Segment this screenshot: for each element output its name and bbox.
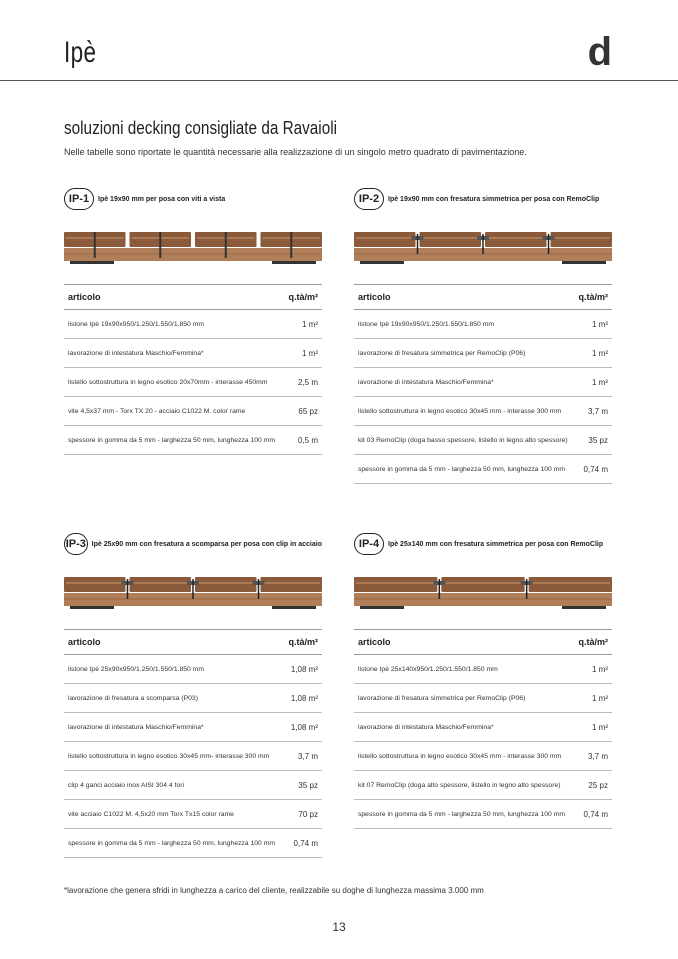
column-header-qta: q.tà/m² — [574, 285, 612, 310]
deck-board — [195, 577, 257, 592]
solution-description: Ipè 25x90 mm con fresatura a scomparsa per posa con clip in acciaio — [91, 540, 322, 548]
item-cell: spessore in gomma da 5 mm - larghezza 50 mm, lunghezza 100 mm — [354, 455, 574, 484]
item-cell: spessore in gomma da 5 mm - larghezza 50 mm, lunghezza 100 mm — [354, 800, 574, 829]
item-cell: listello sottostruttura in legno esotico 30x45 mm - interasse 300 mm — [354, 397, 574, 426]
table-row — [354, 771, 612, 800]
table-row — [64, 426, 322, 455]
illustration-wrapper — [64, 573, 322, 613]
table-row — [354, 655, 612, 684]
intro-text: Nelle tabelle sono riportate le quantità necessarie alla realizzazione di un singolo metro quadrato di pavimentazione. — [64, 147, 527, 157]
table-row — [354, 310, 612, 339]
table-header-row — [64, 630, 322, 655]
rubber-pad — [562, 261, 606, 264]
table-row — [354, 426, 612, 455]
rubber-pad — [562, 606, 606, 609]
quantity-cell: 1,08 m² — [284, 684, 322, 713]
quantity-cell: 0,5 m — [284, 426, 322, 455]
item-cell: lavorazione di intestatura Maschio/Femmina* — [354, 368, 574, 397]
deck-board — [64, 577, 126, 592]
illustration-wrapper — [354, 573, 612, 613]
item-cell: vite acciaio C1022 M. 4,5x20 mm Torx Tx15 color rame — [64, 800, 284, 829]
column-header-qta: q.tà/m² — [284, 630, 322, 655]
item-cell: lavorazione di fresatura a scomparsa (P03) — [64, 684, 284, 713]
table-header-row — [354, 630, 612, 655]
quantity-cell: 65 pz — [284, 397, 322, 426]
column-header-articolo: articolo — [354, 630, 574, 655]
decking-solution-ip-2 — [354, 186, 612, 484]
item-cell: listello sottostruttura in legno esotico 30x45 mm - interasse 300 mm — [354, 742, 574, 771]
rubber-pad — [70, 606, 114, 609]
column-header-articolo: articolo — [64, 630, 284, 655]
quantity-cell: 1,08 m² — [284, 655, 322, 684]
table-row — [354, 800, 612, 829]
item-cell: lavorazione di intestatura Maschio/Femmina* — [64, 339, 284, 368]
deck-board — [261, 577, 323, 592]
quantity-cell: 1 m² — [284, 310, 322, 339]
quantity-cell: 3,7 m — [574, 742, 612, 771]
quantity-cell: 1 m² — [284, 339, 322, 368]
illustration-wrapper — [64, 228, 322, 268]
solution-header — [354, 186, 612, 212]
deck-board — [441, 577, 524, 592]
deck-board — [420, 232, 482, 247]
table-row — [64, 829, 322, 858]
deck-board — [551, 232, 613, 247]
table-row — [64, 713, 322, 742]
quantity-cell: 3,7 m — [574, 397, 612, 426]
solution-description: Ipè 19x90 mm per posa con viti a vista — [98, 195, 226, 203]
solution-description: Ipè 19x90 mm con fresatura simmetrica per posa con RemoClip — [388, 195, 600, 203]
quantity-cell: 3,7 m — [284, 742, 322, 771]
table-row — [354, 368, 612, 397]
table-header-row — [354, 285, 612, 310]
deck-board — [354, 577, 437, 592]
solution-code-badge: IP-2 — [354, 188, 384, 210]
deck-board — [529, 577, 612, 592]
table-header-row — [64, 285, 322, 310]
deck-board — [130, 577, 192, 592]
table-row — [354, 339, 612, 368]
quantity-table — [354, 629, 612, 829]
section-subtitle: soluzioni decking consigliate da Ravaioli — [64, 118, 338, 138]
quantity-table — [64, 629, 322, 858]
item-cell: clip 4 ganci acciaio inox AISI 304 4 fori — [64, 771, 284, 800]
table-row — [354, 684, 612, 713]
table-row — [64, 742, 322, 771]
header-divider — [0, 80, 678, 81]
footnote: *lavorazione che genera sfridi in lunghezza a carico del cliente, realizzabile su doghe di lunghezza massima 3.000 mm — [64, 886, 484, 895]
quantity-table — [64, 284, 322, 455]
solution-header — [64, 531, 322, 557]
solution-header — [64, 186, 322, 212]
deck-board — [485, 232, 547, 247]
table-row — [64, 771, 322, 800]
quantity-cell: 1 m² — [574, 713, 612, 742]
rubber-pad — [70, 261, 114, 264]
table-row — [64, 368, 322, 397]
quantity-cell: 1 m² — [574, 310, 612, 339]
table-row — [354, 742, 612, 771]
column-header-qta: q.tà/m² — [574, 630, 612, 655]
decking-cross-section-illustration — [354, 573, 612, 613]
item-cell: lavorazione di intestatura Maschio/Femmina* — [354, 713, 574, 742]
rubber-pad — [272, 606, 316, 609]
item-cell: lavorazione di intestatura Maschio/Femmina* — [64, 713, 284, 742]
table-row — [64, 655, 322, 684]
quantity-table — [354, 284, 612, 484]
table-row — [64, 800, 322, 829]
item-cell: lavorazione di fresatura simmetrica per RemoClip (P06) — [354, 339, 574, 368]
page-number: 13 — [332, 920, 346, 934]
item-cell: listone Ipè 19x90x950/1.250/1.550/1.850 mm — [64, 310, 284, 339]
item-cell: listello sottostruttura in legno esotico 30x45 mm- interasse 300 mm — [64, 742, 284, 771]
item-cell: spessore in gomma da 5 mm - larghezza 50 mm, lunghezza 100 mm — [64, 426, 284, 455]
item-cell: vite 4,5x37 mm - Torx TX 20 - acciaio C1022 M. color rame — [64, 397, 284, 426]
rubber-pad — [360, 261, 404, 264]
decking-cross-section-illustration — [354, 228, 612, 268]
quantity-cell: 1,08 m² — [284, 713, 322, 742]
decking-solution-ip-3 — [64, 531, 322, 858]
quantity-cell: 70 pz — [284, 800, 322, 829]
illustration-wrapper — [354, 228, 612, 268]
quantity-cell: 0,74 m — [574, 800, 612, 829]
quantity-cell: 0,74 m — [574, 455, 612, 484]
table-row — [64, 397, 322, 426]
column-header-articolo: articolo — [354, 285, 574, 310]
solution-code-badge: IP-1 — [64, 188, 94, 210]
item-cell: kit 07 RemoClip (doga alto spessore, listello in legno alto spessore) — [354, 771, 574, 800]
quantity-cell: 1 m² — [574, 655, 612, 684]
table-row — [64, 310, 322, 339]
quantity-cell: 1 m² — [574, 339, 612, 368]
item-cell: listello sottostruttura in legno esotico 20x70mm - interasse 450mm — [64, 368, 284, 397]
table-row — [354, 455, 612, 484]
quantity-cell: 35 pz — [284, 771, 322, 800]
quantity-cell: 2,5 m — [284, 368, 322, 397]
item-cell: listone Ipè 25x90x950/1.250/1.550/1.850 mm — [64, 655, 284, 684]
item-cell: listone Ipè 19x90x950/1.250/1.550/1.850 mm — [354, 310, 574, 339]
table-row — [354, 713, 612, 742]
solution-code-badge: IP-4 — [354, 533, 384, 555]
item-cell: lavorazione di fresatura simmetrica per RemoClip (P06) — [354, 684, 574, 713]
column-header-qta: q.tà/m² — [284, 285, 322, 310]
page-title: Ipè — [64, 36, 97, 69]
section-letter: d — [587, 30, 612, 74]
quantity-cell: 1 m² — [574, 368, 612, 397]
table-row — [64, 339, 322, 368]
deck-board — [354, 232, 416, 247]
solution-code-badge: IP-3 — [64, 533, 88, 555]
decking-cross-section-illustration — [64, 228, 322, 268]
item-cell: spessore in gomma da 5 mm - larghezza 50 mm, lunghezza 100 mm — [64, 829, 284, 858]
item-cell: kit 03 RemoClip (doga basso spessore, listello in legno alto spessore) — [354, 426, 574, 455]
quantity-cell: 0,74 m — [284, 829, 322, 858]
rubber-pad — [360, 606, 404, 609]
decking-cross-section-illustration — [64, 573, 322, 613]
solution-header — [354, 531, 612, 557]
table-row — [64, 684, 322, 713]
column-header-articolo: articolo — [64, 285, 284, 310]
rubber-pad — [272, 261, 316, 264]
decking-solution-ip-4 — [354, 531, 612, 829]
decking-solution-ip-1 — [64, 186, 322, 455]
table-row — [354, 397, 612, 426]
quantity-cell: 1 m² — [574, 684, 612, 713]
quantity-cell: 25 pz — [574, 771, 612, 800]
item-cell: listone Ipè 25x140x950/1.250/1.550/1.850 mm — [354, 655, 574, 684]
solution-description: Ipè 25x140 mm con fresatura simmetrica per posa con RemoClip — [388, 540, 604, 548]
quantity-cell: 35 pz — [574, 426, 612, 455]
